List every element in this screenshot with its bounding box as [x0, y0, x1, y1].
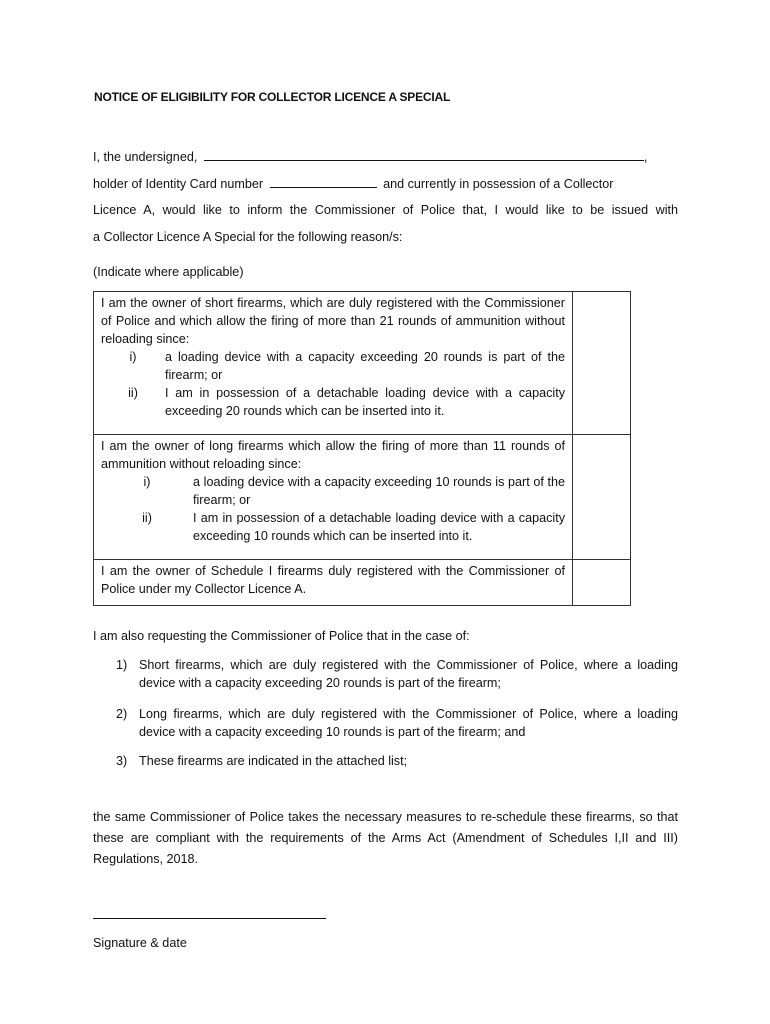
intro-line-1-prefix: I, the undersigned,: [93, 150, 198, 164]
intro-line-2-suffix: and currently in possession of a Collector: [383, 177, 614, 191]
reason-text: I am the owner of long firearms which allow the firing of more than 11 rounds of ammunition without reloading since:: [101, 439, 565, 471]
reason-row-schedule-i: [94, 560, 631, 606]
reason-sub-item: [101, 348, 565, 384]
sub-item-text: a loading device with a capacity exceeding 10 rounds is part of the firearm; or: [193, 475, 565, 507]
list-item-number: 2): [116, 707, 128, 721]
reason-checkbox-schedule-i[interactable]: [573, 560, 631, 606]
request-list-item: [116, 705, 678, 741]
intro-line-1-suffix: ,: [643, 150, 648, 164]
sub-item-text: I am in possession of a detachable loading device with a capacity exceeding 10 rounds which can be inserted into it.: [193, 511, 565, 543]
reason-sub-item: [101, 509, 565, 545]
reason-cell: [94, 560, 573, 606]
intro-line-3: Licence A, would like to inform the Commissioner of Police that, I would like to be issued with: [93, 203, 678, 217]
reason-sub-item: [101, 384, 565, 420]
list-item-text: Long firearms, which are duly registered with the Commissioner of Police, where a loading device with a capacity exceeding 10 rounds is part of the firearm; and: [139, 707, 678, 739]
sub-item-number: i): [143, 475, 151, 489]
signature-line[interactable]: [93, 918, 326, 919]
reason-cell: [94, 292, 573, 435]
list-item-text: Short firearms, which are duly registered with the Commissioner of Police, where a loading device with a capacity exceeding 20 rounds is part of the firearm;: [139, 658, 678, 690]
reason-text: I am the owner of short firearms, which are duly registered with the Commissioner of Police and which allow the firing of more than 21 rounds of ammunition without reloading since:: [101, 296, 565, 346]
sub-item-text: a loading device with a capacity exceeding 20 rounds is part of the firearm; or: [165, 350, 565, 382]
sub-item-text: I am in possession of a detachable loading device with a capacity exceeding 20 rounds which can be inserted into it.: [165, 386, 565, 418]
list-item-number: 1): [116, 658, 128, 672]
reason-checkbox-short-firearms[interactable]: [573, 292, 631, 435]
indicate-note: (Indicate where applicable): [93, 265, 244, 279]
list-item-number: 3): [116, 754, 128, 768]
reason-row-long-firearms: [94, 435, 631, 560]
request-list-item: [116, 752, 678, 770]
request-intro: I am also requesting the Commissioner of Police that in the case of:: [93, 629, 470, 643]
request-list-item: [116, 656, 678, 692]
id-card-blank-field[interactable]: [270, 174, 377, 188]
document-title: NOTICE OF ELIGIBILITY FOR COLLECTOR LICENCE A SPECIAL: [94, 90, 451, 104]
reason-row-short-firearms: [94, 292, 631, 435]
intro-line-2: [93, 174, 678, 193]
intro-line-2-prefix: holder of Identity Card number: [93, 177, 264, 191]
reason-text: I am the owner of Schedule I firearms duly registered with the Commissioner of Police under my Collector Licence A.: [101, 564, 565, 596]
signature-label: Signature & date: [93, 936, 187, 950]
list-item-text: These firearms are indicated in the attached list;: [139, 754, 408, 768]
intro-line-4: a Collector Licence A Special for the following reason/s:: [93, 230, 403, 244]
reason-checkbox-long-firearms[interactable]: [573, 435, 631, 560]
closing-paragraph: the same Commissioner of Police takes the necessary measures to re-schedule these firearms, so that these are compliant with the requirements of the Arms Act (Amendment of Schedules I,II and III) Regulations, 2018.: [93, 810, 678, 866]
sub-item-number: ii): [142, 511, 152, 525]
name-blank-field[interactable]: [204, 147, 644, 161]
reason-sub-item: [101, 473, 565, 509]
reasons-table: [93, 291, 631, 606]
sub-item-number: i): [129, 350, 137, 364]
intro-line-1: [93, 147, 678, 166]
reason-cell: [94, 435, 573, 560]
sub-item-number: ii): [128, 386, 138, 400]
